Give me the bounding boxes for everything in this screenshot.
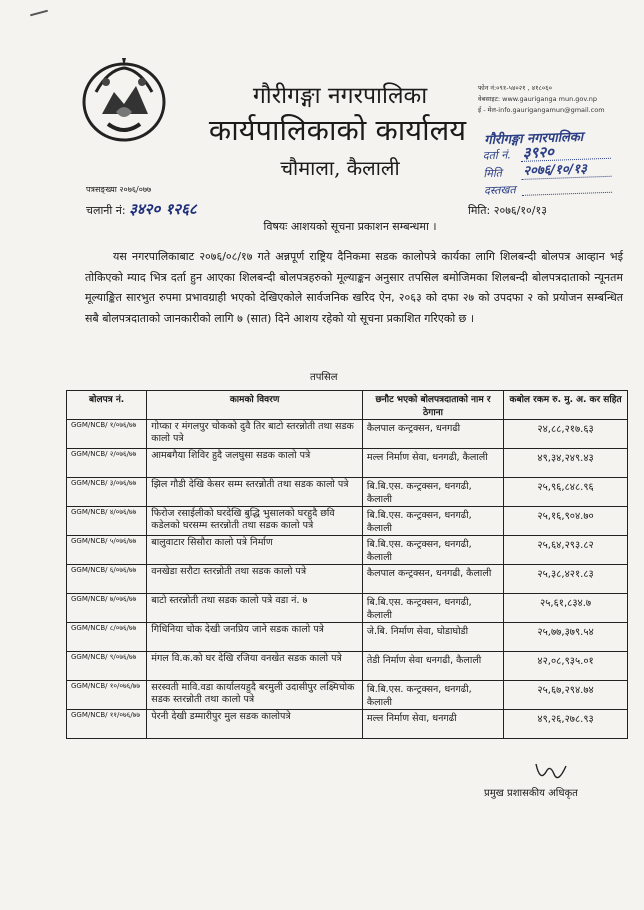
bidder: बि.बि.एस. कन्ट्रक्सन, धनगढी, कैलाली (362, 478, 503, 507)
bidder: बि.बि.एस. कन्ट्रक्सन, धनगढी, कैलाली (362, 681, 503, 710)
bidder: बि.बि.एस. कन्ट्रक्सन, धनगढी, कैलाली (362, 507, 503, 536)
contact-phone: फोन नं:०९१-५४०२१ , ४१८०६० (478, 84, 553, 92)
work-desc: गिधिनिया चोक देखी जनप्रिय जाने सडक कालो पत्रे (147, 623, 363, 652)
table-row (67, 449, 628, 478)
table-row (67, 681, 628, 710)
amount: २४,८८,२१७.६३ (504, 420, 628, 449)
amount: ४२,०८,९३५.०१ (504, 652, 628, 681)
bid-no: GGM/NCB/ २/०७६/७७ (67, 449, 147, 478)
amount: २५,३८,४२१.८३ (504, 565, 628, 594)
pen-mark (30, 10, 48, 17)
bidder: मल्ल निर्माण सेवा, धनगढी, कैलाली (362, 449, 503, 478)
contact-block (478, 83, 638, 116)
work-desc: फिरोज रसाईलीको घरदेखि बुद्धि भुसालको घरहुदै छवि कडेलको घरसम्म स्तरन्नोती तथा सडक कालो पत्रे (147, 507, 363, 536)
registration-stamp (476, 124, 618, 199)
bid-no: GGM/NCB/ ९/०७६/७७ (67, 652, 147, 681)
bid-table (66, 390, 628, 739)
amount: २५,६७,२९४.७४ (504, 681, 628, 710)
amount: ४९,२६,२७८.९३ (504, 710, 628, 739)
bid-no: GGM/NCB/ ११/०७६/७७ (67, 710, 147, 739)
bidder: कैलपाल कन्ट्रक्सन, धनगढी, कैलाली (362, 565, 503, 594)
table-row (67, 565, 628, 594)
bidder: जे.बि. निर्माण सेवा, घोडाघोडी (362, 623, 503, 652)
chalani-value: ३४२० १२६८ (129, 200, 197, 218)
table-row (67, 594, 628, 623)
signer-title: प्रमुख प्रशासकीय अधिकृत (484, 788, 578, 799)
work-desc: मंगल वि.क.को घर देखि रजिया वनखेत सडक कालो पत्रे (147, 652, 363, 681)
work-desc: आमबगैया शिविर हुदै जलघुसा सडक कालो पत्रे (147, 449, 363, 478)
bid-no: GGM/NCB/ १/०७६/७७ (67, 420, 147, 449)
stamp-darta-label: दर्ता नं. (482, 148, 512, 163)
stamp-darta-value: ३९२० (522, 142, 555, 162)
amount: २५,६४,२९३.८२ (504, 536, 628, 565)
table-row (67, 478, 628, 507)
amount: २५,६१,८३४.७ (504, 594, 628, 623)
bid-no: GGM/NCB/ ३/०७६/७७ (67, 478, 147, 507)
amount: २५,७७,३७९.५४ (504, 623, 628, 652)
nepal-emblem-icon (78, 52, 170, 144)
amount: २५,१६,९०४.७० (504, 507, 628, 536)
bid-no: GGM/NCB/ ४/०७६/७७ (67, 507, 147, 536)
work-desc: गोप्का र मंगलपुर चोकको दुवै तिर बाटो स्तरन्नोती तथा सडक कालो पत्रे (147, 420, 363, 449)
stamp-miti-label: मिति (483, 166, 503, 181)
bidder: कैलपाल कन्ट्रक्सन, धनगढी (362, 420, 503, 449)
org-name: गौरीगङ्गा नगरपालिका (252, 83, 428, 109)
notice-body: यस नगरपालिकाबाट २०७६/०८/१७ गते अन्नपूर्ण राष्ट्रिय दैनिकमा सडक कालोपत्रे कार्यका लागि शिलबन्दी बोलपत्र आव्हान भई तोकिएको म्याद भित्र दर्ता हुन आएका शिलबन्दी बोलपत्रहरुको मूल्याङ्कन अनुसार तपसिल बमोजिमका शिलबन्दी बोलपत्रदाताको न्यूनतम मूल्याङ्कित सारभुत रुपमा प्रभावग्राही भएको देखिएकोले सार्वजनिक खरिद ऐन, २०६३ को दफा २७ को उपदफा २ को प्रयोजन सम्बन्धित सबै बोलपत्रदाताको जानकारीको लागि ७ (सात) दिने आशय रहेको यो सूचना प्रकाशित गरिएको छ । (85, 250, 623, 325)
table-row (67, 420, 628, 449)
work-desc: सरस्वती मावि.वडा कार्यालयहुदै बरमुली उदासीपुर लक्ष्मिचोक सडक स्तरन्नोती तथा कालो पत्रे (147, 681, 363, 710)
letter-subject: विषयः आशयको सूचना प्रकाशन सम्बन्धमा । (263, 220, 437, 233)
stamp-title: गौरीगङ्गा नगरपालिका (483, 129, 584, 149)
table-row (67, 710, 628, 739)
signature-icon (532, 760, 572, 786)
work-desc: झिल गौडी देखि केसर सम्म स्तरन्नोती तथा सडक कालो पत्रे (147, 478, 363, 507)
amount: २५,९६,८४८.९६ (504, 478, 628, 507)
office-address: चौमाला, कैलाली (280, 156, 400, 180)
stamp-sign-label: दस्तखत (483, 183, 516, 198)
bidder: मल्ल निर्माण सेवा, धनगढी (362, 710, 503, 739)
table-row (67, 652, 628, 681)
bidder: तेडी निर्माण सेवा धनगढी, कैलाली (362, 652, 503, 681)
office-name: कार्यपालिकाको कार्यालय (208, 113, 467, 147)
table-row (67, 536, 628, 565)
col-bidder: छनौट भएको बोलपत्रदाताको नाम र ठेगाना (362, 391, 503, 420)
patra-sankhya: पत्रसङ्ख्या २०७६/०७७ (86, 185, 152, 194)
bid-no: GGM/NCB/ ८/०७६/७७ (67, 623, 147, 652)
bid-no: GGM/NCB/ १०/०७६/७७ (67, 681, 147, 710)
stamp-miti-value: २०७६/१०/१३ (523, 161, 588, 179)
table-row (67, 623, 628, 652)
contact-email: ई - मेल-info.gaurigangamun@gmail.com (478, 106, 605, 114)
bid-no: GGM/NCB/ ५/०७६/७७ (67, 536, 147, 565)
col-amount: कबोल रकम रु. मु. अ. कर सहित (504, 391, 628, 420)
col-bid-no: बोलपत्र नं. (67, 391, 147, 420)
work-desc: बालुवाटार सिसौरा कालो पत्रे निर्माण (147, 536, 363, 565)
bidder: बि.बि.एस. कन्ट्रक्सन, धनगढी, कैलाली (362, 536, 503, 565)
contact-website: वेबसाइट: www.gauriganga mun.gov.np (478, 95, 598, 103)
bid-no: GGM/NCB/ ६/०७६/७७ (67, 565, 147, 594)
table-header-row (67, 391, 628, 420)
col-work: कामको विवरण (147, 391, 363, 420)
chalani-number (86, 199, 197, 219)
chalani-label: चलानी नं: (86, 204, 126, 217)
amount: ४९,३४,२४९.४३ (504, 449, 628, 478)
bid-no: GGM/NCB/ ७/०७६/७७ (67, 594, 147, 623)
work-desc: पेरनी देखी डम्मारीपुर मुल सडक कालोपत्रे (147, 710, 363, 739)
table-title: तपसिल (310, 372, 338, 383)
letter-date: मिति: २०७६/१०/१३ (468, 204, 547, 217)
work-desc: बाटो स्तरन्नोती तथा सडक कालो पत्रे वडा नं. ७ (147, 594, 363, 623)
work-desc: वनखेडा सरौटा स्तरन्नोती तथा सडक कालो पत्रे (147, 565, 363, 594)
table-row (67, 507, 628, 536)
bidder: बि.बि.एस. कन्ट्रक्सन, धनगढी, कैलाली (362, 594, 503, 623)
